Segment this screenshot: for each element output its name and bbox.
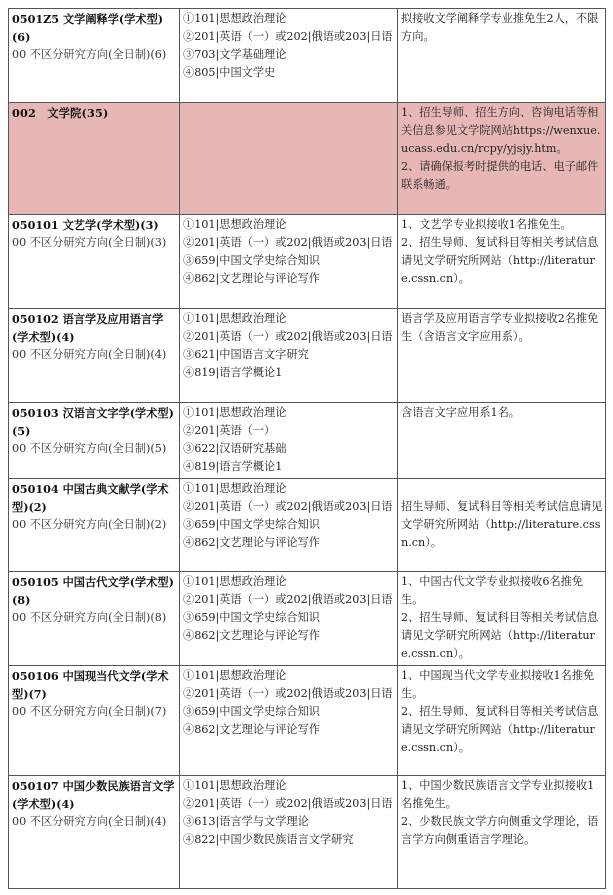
exam-subject: ④862|文艺理论与评论写作 xyxy=(183,629,320,642)
exam-subject: ④862|文艺理论与评论写作 xyxy=(183,536,320,549)
exam-subjects-cell xyxy=(180,776,398,889)
remark-text: 2、请确保报考时提供的电话、电子邮件联系畅通。 xyxy=(401,160,599,191)
exam-subjects-cell xyxy=(180,403,398,479)
exam-subject: ②201|英语（一） xyxy=(183,424,276,437)
exam-subject: ①101|思想政治理论 xyxy=(183,12,287,25)
remarks-cell xyxy=(398,572,606,666)
exam-subject: ①101|思想政治理论 xyxy=(183,575,287,588)
exam-subject: ③659|中国文学史综合知识 xyxy=(183,705,320,718)
research-direction: 00 不区分研究方向(全日制)(6) xyxy=(12,48,167,61)
research-direction: 00 不区分研究方向(全日制)(4) xyxy=(12,815,167,828)
table-row xyxy=(9,666,606,776)
exam-subject: ②201|英语（一）或202|俄语或203|日语 xyxy=(183,500,393,513)
remark-text: 2、招生导师、复试科目等相关考试信息请见文学研究所网站（http://literature.cssn.cn）。 xyxy=(401,611,599,660)
exam-subjects-cell xyxy=(180,309,398,403)
exam-subjects-cell xyxy=(180,103,398,215)
exam-subject: ②201|英语（一）或202|俄语或203|日语 xyxy=(183,687,393,700)
remark-text: 2、招生导师、复试科目等相关考试信息请见文学研究所网站（http://literature.cssn.cn）。 xyxy=(401,705,599,754)
major-title: 050103 汉语言文字学(学术型)(5) xyxy=(12,406,174,438)
exam-subject: ③622|汉语研究基础 xyxy=(183,442,287,455)
exam-subject: ④805|中国文学史 xyxy=(183,66,276,79)
remark-text: 2、少数民族文学方向侧重文学理论，语言学方向侧重语言学理论。 xyxy=(401,815,599,846)
major-cell xyxy=(9,572,180,666)
research-direction: 00 不区分研究方向(全日制)(5) xyxy=(12,442,167,455)
remarks-cell xyxy=(398,215,606,309)
exam-subject: ④862|文艺理论与评论写作 xyxy=(183,723,320,736)
major-title: 050105 中国古代文学(学术型)(8) xyxy=(12,575,174,607)
major-title: 050106 中国现当代文学(学术型)(7) xyxy=(12,669,169,701)
remark-text: 2、招生导师、复试科目等相关考试信息请见文学研究所网站（http://literature.cssn.cn）。 xyxy=(401,236,599,285)
exam-subject: ①101|思想政治理论 xyxy=(183,779,287,792)
major-title: 050104 中国古典文献学(学术型)(2) xyxy=(12,482,169,514)
research-direction: 00 不区分研究方向(全日制)(2) xyxy=(12,518,167,531)
remark-text: 拟接收文学阐释学专业推免生2人，不限方向。 xyxy=(401,12,599,43)
remark-text: 含语言文字应用系1名。 xyxy=(401,406,520,419)
table-row xyxy=(9,479,606,572)
major-cell xyxy=(9,403,180,479)
major-cell xyxy=(9,776,180,889)
remark-text: 1、中国古代文学专业拟接收6名推免生。 xyxy=(401,575,584,606)
exam-subject: ③659|中国文学史综合知识 xyxy=(183,254,320,267)
college-cell xyxy=(9,103,180,215)
exam-subjects-cell xyxy=(180,572,398,666)
remarks-cell xyxy=(398,9,606,103)
exam-subject: ①101|思想政治理论 xyxy=(183,669,287,682)
exam-subject: ①101|思想政治理论 xyxy=(183,218,287,231)
table-row xyxy=(9,309,606,403)
exam-subject: ④822|中国少数民族语言文学研究 xyxy=(183,833,354,846)
major-title: 050102 语言学及应用语言学(学术型)(4) xyxy=(12,312,164,344)
college-title: 002 文学院(35) xyxy=(12,106,109,120)
table-row xyxy=(9,103,606,215)
remark-text xyxy=(401,480,603,498)
remark-text: 招生导师、复试科目等相关考试信息请见文学研究所网站（http://literature.cssn.cn）。 xyxy=(401,500,603,549)
exam-subject: ②201|英语（一）或202|俄语或203|日语 xyxy=(183,593,393,606)
remarks-cell xyxy=(398,666,606,776)
remarks-cell xyxy=(398,309,606,403)
research-direction: 00 不区分研究方向(全日制)(8) xyxy=(12,611,167,624)
major-cell xyxy=(9,9,180,103)
remark-text: 1、招生导师、招生方向、咨询电话等相关信息参见文学院网站https://wenxue.ucass.edu.cn/rcpy/yjsjy.htm。 xyxy=(401,106,601,155)
table-row xyxy=(9,572,606,666)
exam-subject: ③659|中国文学史综合知识 xyxy=(183,518,320,531)
remarks-cell xyxy=(398,403,606,479)
table-row xyxy=(9,776,606,889)
major-cell xyxy=(9,666,180,776)
major-cell xyxy=(9,309,180,403)
remark-text: 1、文艺学专业拟接收1名推免生。 xyxy=(401,218,572,231)
exam-subjects-cell xyxy=(180,215,398,309)
major-title: 0501Z5 文学阐释学(学术型)(6) xyxy=(12,12,164,44)
exam-subject: ②201|英语（一）或202|俄语或203|日语 xyxy=(183,236,393,249)
remark-text: 1、中国现当代文学专业拟接收1名推免生。 xyxy=(401,669,595,700)
table-row xyxy=(9,403,606,479)
remarks-cell xyxy=(398,103,606,215)
exam-subject: ②201|英语（一）或202|俄语或203|日语 xyxy=(183,797,393,810)
exam-subject: ④819|语言学概论1 xyxy=(183,460,283,473)
research-direction: 00 不区分研究方向(全日制)(4) xyxy=(12,348,167,361)
exam-subject: ③621|中国语言文字研究 xyxy=(183,348,309,361)
remarks-cell xyxy=(398,776,606,889)
major-title: 050101 文艺学(学术型)(3) xyxy=(12,218,159,232)
major-title: 050107 中国少数民族语言文学(学术型)(4) xyxy=(12,779,175,811)
major-cell xyxy=(9,215,180,309)
research-direction: 00 不区分研究方向(全日制)(7) xyxy=(12,705,167,718)
remark-text: 语言学及应用语言学专业拟接收2名推免生（含语言文字应用系）。 xyxy=(401,312,599,343)
exam-subject: ④819|语言学概论1 xyxy=(183,366,283,379)
exam-subjects-cell xyxy=(180,666,398,776)
exam-subject: ③613|语言学与文学理论 xyxy=(183,815,309,828)
exam-subject: ③659|中国文学史综合知识 xyxy=(183,611,320,624)
remarks-cell xyxy=(398,479,606,572)
exam-subject: ②201|英语（一）或202|俄语或203|日语 xyxy=(183,330,393,343)
remark-text: 1、中国少数民族语言文学专业拟接收1名推免生。 xyxy=(401,779,595,810)
exam-subject: ①101|思想政治理论 xyxy=(183,406,287,419)
exam-subject: ①101|思想政治理论 xyxy=(183,312,287,325)
admissions-catalog-table xyxy=(8,8,606,889)
exam-subject: ③703|文学基础理论 xyxy=(183,48,287,61)
exam-subjects-cell xyxy=(180,479,398,572)
exam-subject: ②201|英语（一）或202|俄语或203|日语 xyxy=(183,30,393,43)
exam-subject: ④862|文艺理论与评论写作 xyxy=(183,272,320,285)
major-cell xyxy=(9,479,180,572)
table-row xyxy=(9,215,606,309)
exam-subjects-cell xyxy=(180,9,398,103)
research-direction: 00 不区分研究方向(全日制)(3) xyxy=(12,236,167,249)
exam-subject: ①101|思想政治理论 xyxy=(183,482,287,495)
table-row xyxy=(9,9,606,103)
